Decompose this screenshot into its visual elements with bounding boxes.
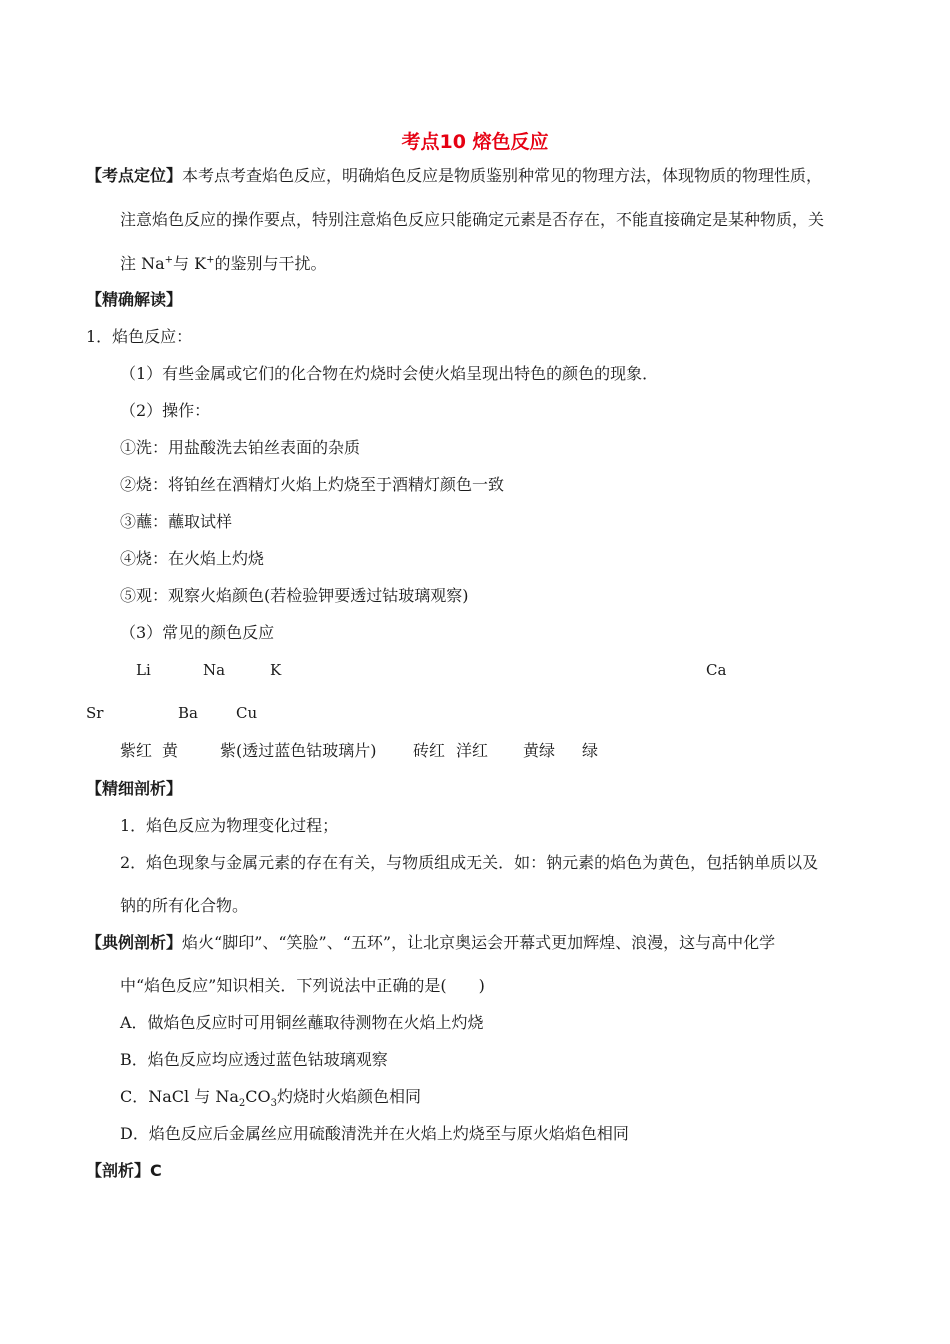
interpretation-item-1: 1．焰色反应： xyxy=(86,327,193,346)
step-dip: ③蘸：蘸取试样 xyxy=(120,512,233,531)
analysis-point-2-cont: 钠的所有化合物。 xyxy=(120,896,249,915)
example-question-2: 中“焰色反应”知识相关．下列说法中正确的是( ) xyxy=(120,976,485,995)
answer-heading: 【剖析】 xyxy=(86,1161,151,1180)
interpretation-sub-2: （2）操作： xyxy=(120,401,211,420)
color-sr: 洋红 xyxy=(456,741,489,760)
element-na: Na xyxy=(203,661,226,679)
sup-plus-1: + xyxy=(164,254,174,266)
answer-value: C xyxy=(150,1161,162,1180)
element-cu: Cu xyxy=(236,704,258,722)
option-d: D．焰色反应后金属丝应用硫酸清洗并在火焰上灼烧至与原火焰焰色相同 xyxy=(120,1124,629,1143)
analysis-point-2: 2．焰色现象与金属元素的存在有关，与物质组成无关．如：钠元素的焰色为黄色，包括钠单质以及 xyxy=(120,853,819,872)
positioning-heading: 【考点定位】 xyxy=(86,166,183,185)
option-a: A．做焰色反应时可用铜丝蘸取待测物在火焰上灼烧 xyxy=(120,1013,484,1032)
example-heading: 【典例剖析】 xyxy=(86,933,183,952)
step-burn: ②烧：将铂丝在酒精灯火焰上灼烧至于酒精灯颜色一致 xyxy=(120,475,505,494)
option-c xyxy=(120,1086,421,1108)
page-title: 考点10 熔色反应 xyxy=(401,131,549,153)
color-ba: 黄绿 xyxy=(523,741,556,760)
sub-2: 2 xyxy=(238,1098,246,1110)
option-b: B．焰色反应均应透过蓝色钴玻璃观察 xyxy=(120,1050,388,1069)
interpretation-sub-1: （1）有些金属或它们的化合物在灼烧时会使火焰呈现出特色的颜色的现象． xyxy=(120,364,659,383)
element-ba: Ba xyxy=(178,704,198,722)
element-li: Li xyxy=(136,661,151,679)
step-wash: ①洗：用盐酸洗去铂丝表面的杂质 xyxy=(120,438,361,457)
example-line-1 xyxy=(86,932,775,954)
color-cu: 绿 xyxy=(582,741,599,760)
option-c-pre: C．NaCl 与 Na xyxy=(120,1087,239,1106)
positioning-line-2: 注意焰色反应的操作要点，特别注意焰色反应只能确定元素是否存在，不能直接确定是某种物质，关 xyxy=(120,210,825,229)
interpretation-sub-3: （3）常见的颜色反应 xyxy=(120,623,275,642)
option-c-post: 灼烧时火焰颜色相同 xyxy=(276,1087,421,1106)
text-distinguish: 的鉴别与干扰。 xyxy=(214,254,327,273)
color-na: 黄 xyxy=(162,741,179,760)
answer-line xyxy=(86,1160,162,1182)
text-na: 注 Na xyxy=(120,254,165,273)
step-observe: ⑤观：观察火焰颜色(若检验钾要透过钴玻璃观察) xyxy=(120,586,469,605)
positioning-text-1: 本考点考查焰色反应，明确焰色反应是物质鉴别种常见的物理方法，体现物质的物理性质， xyxy=(182,166,823,185)
sup-plus-2: + xyxy=(206,254,215,266)
example-question-1: 焰火“脚印”、“笑脸”、“五环”，让北京奥运会开幕式更加辉煌、浪漫，这与高中化学 xyxy=(182,933,776,952)
positioning-line-1 xyxy=(86,165,822,187)
text-k: 与 K xyxy=(173,254,207,273)
analysis-point-1: 1．焰色反应为物理变化过程； xyxy=(120,816,339,835)
element-sr: Sr xyxy=(86,704,104,722)
color-k: 紫(透过蓝色钴玻璃片) xyxy=(220,741,377,760)
interpretation-heading: 【精确解读】 xyxy=(86,290,183,309)
step-burn-again: ④烧：在火焰上灼烧 xyxy=(120,549,265,568)
color-li: 紫红 xyxy=(120,741,153,760)
element-ca: Ca xyxy=(706,661,727,679)
analysis-heading: 【精细剖析】 xyxy=(86,779,183,798)
positioning-line-3 xyxy=(120,253,326,275)
color-ca: 砖红 xyxy=(413,741,446,760)
option-c-co: CO xyxy=(245,1087,271,1106)
sub-3: 3 xyxy=(270,1098,277,1110)
element-k: K xyxy=(270,661,282,679)
